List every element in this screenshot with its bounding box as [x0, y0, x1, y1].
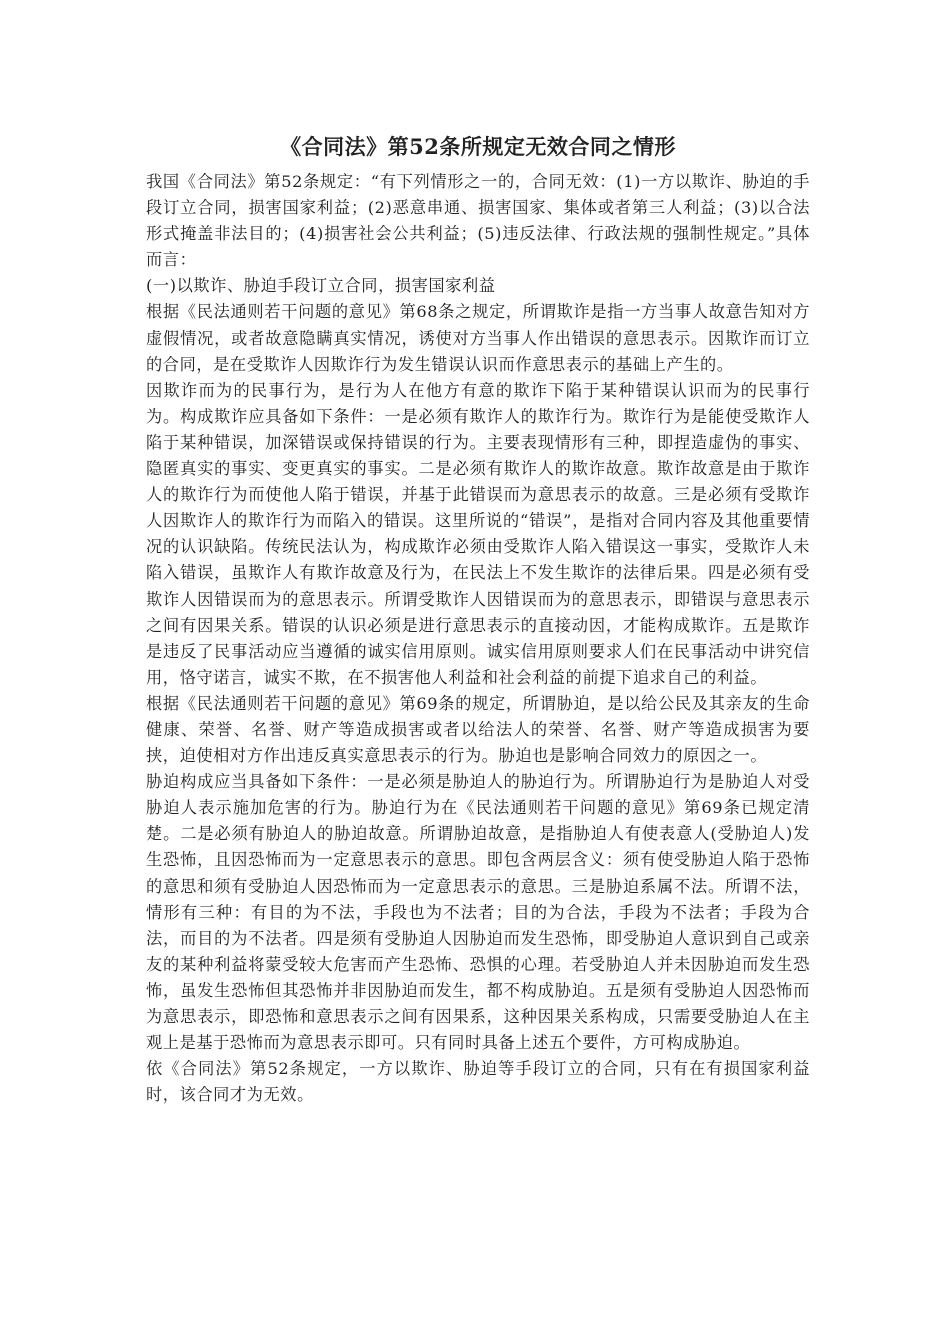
paragraph-coercion-definition: 根据《民法通则若干问题的意见》第69条的规定，所谓胁迫，是以给公民及其亲友的生命健康、荣誉、名誉、财产等造成损害或者以给法人的荣誉、名誉、财产等造成损害为要挟，迫使相对方作出违反真实意思表示的行为。胁迫也是影响合同效力的原因之一。 [146, 693, 810, 766]
document-page [146, 132, 810, 1108]
paragraph-fraud-conditions: 因欺诈而为的民事行为，是行为人在他方有意的欺诈下陷于某种错误认识而为的民事行为。构成欺诈应具备如下条件：一是必须有欺诈人的欺诈行为。欺诈行为是能使受欺诈人陷于某种错误，加深错误或保持错误的行为。主要表现情形有三种，即捏造虚伪的事实、隐匿真实的事实、变更真实的事实。二是必须有欺诈人的欺诈故意。欺诈故意是由于欺诈人的欺诈行为而使他人陷于错误，并基于此错误而为意思表示的故意。三是必须有受欺诈人因欺诈人的欺诈行为而陷入的错误。这里所说的“错误”，是指对合同内容及其他重要情况的认识缺陷。传统民法认为，构成欺诈必须由受欺诈人陷入错误这一事实，受欺诈人未陷入错误，虽欺诈人有欺诈故意及行为，在民法上不发生欺诈的法律后果。四是必须有受欺诈人因错误而为的意思表示。所谓受欺诈人因错误而为的意思表示，即错误与意思表示之间有因果关系。错误的认识必须是进行意思表示的直接动因，才能构成欺诈。五是欺诈是违反了民事活动应当遵循的诚实信用原则。诚实信用原则要求人们在民事活动中讲究信用，恪守诺言，诚实不欺，在不损害他人利益和社会利益的前提下追求自己的利益。 [146, 380, 810, 687]
section-heading-1: (一)以欺诈、胁迫手段订立合同，损害国家利益 [146, 276, 496, 296]
paragraph-fraud-definition: 根据《民法通则若干问题的意见》第68条之规定，所谓欺诈是指一方当事人故意告知对方虚假情况，或者故意隐瞒真实情况，诱使对方当事人作出错误的意思表示。因欺诈而订立的合同，是在受欺诈人因欺诈行为发生错误认识而作意思表示的基础上产生的。 [146, 302, 810, 374]
paragraph-intro: 我国《合同法》第52条规定：“有下列情形之一的，合同无效：(1)一方以欺诈、胁迫的手段订立合同，损害国家利益；(2)恶意串通、损害国家、集体或者第三人利益；(3)以合法形式掩盖非法目的；(4)损害社会公共利益；(5)违反法律、行政法规的强制性规定。”具体而言： [146, 172, 810, 270]
document-title: 《合同法》第52条所规定无效合同之情形 [280, 134, 676, 159]
paragraph-coercion-conditions: 胁迫构成应当具备如下条件：一是必须是胁迫人的胁迫行为。所谓胁迫行为是胁迫人对受胁迫人表示施加危害的行为。胁迫行为在《民法通则若干问题的意见》第69条已规定清楚。二是必须有胁迫人的胁迫故意。所谓胁迫故意，是指胁迫人有使表意人(受胁迫人)发生恐怖，且因恐怖而为一定意思表示的意思。即包含两层含义：须有使受胁迫人陷于恐怖的意思和须有受胁迫人因恐怖而为一定意思表示的意思。三是胁迫系属不法。所谓不法，情形有三种：有目的为不法，手段也为不法者；目的为合法，手段为不法者；手段为合法，而目的为不法者。四是须有受胁迫人因胁迫而发生恐怖，即受胁迫人意识到自己或亲友的某种利益将蒙受较大危害而产生恐怖、恐惧的心理。若受胁迫人并未因胁迫而发生恐怖，虽发生恐怖但其恐怖并非因胁迫而发生，都不构成胁迫。五是须有受胁迫人因恐怖而为意思表示，即恐怖和意思表示之间有因果系，这种因果关系构成，只需要受胁迫人在主观上是基于恐怖而为意思表示即可。只有同时具备上述五个要件，方可构成胁迫。 [146, 772, 810, 1053]
paragraph-conclusion: 依《合同法》第52条规定，一方以欺诈、胁迫等手段订立的合同，只有在有损国家利益时，该合同才为无效。 [146, 1059, 810, 1105]
